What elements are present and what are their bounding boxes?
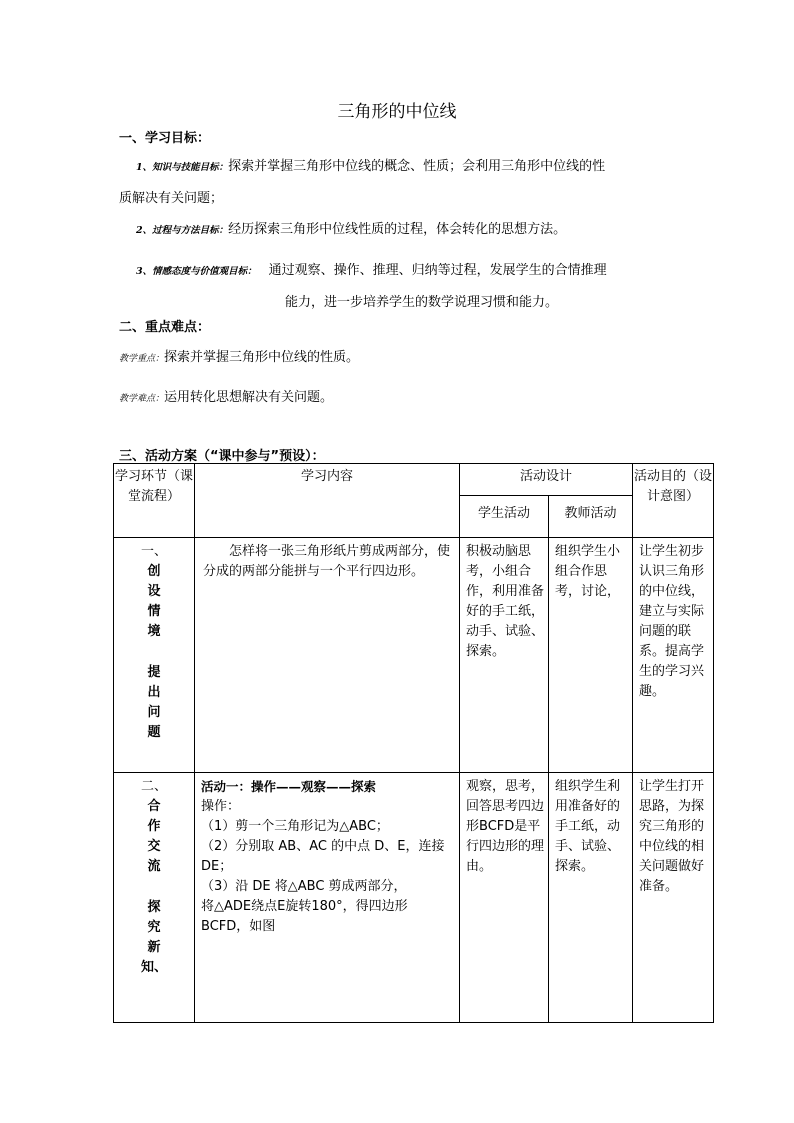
- activity-table: [113, 463, 714, 1023]
- teacher-activity-cell: 组织学生利用准备好的手工纸，动手、试验、探索。: [549, 773, 633, 1023]
- operation-step: （2）分别取 AB、AC 的中点 D、E，连接 DE；: [201, 839, 445, 874]
- stage-char: 交: [147, 839, 161, 854]
- operation-step-continued: 将△ADE绕点E旋转180°，得四边形BCFD，如图: [201, 899, 408, 934]
- table-header-row: [114, 464, 714, 496]
- key-point: [119, 346, 359, 365]
- stage-char: 情: [147, 604, 161, 619]
- stage-char: 究: [147, 920, 161, 935]
- goal-1-text: 探索并掌握三角形中位线的概念、性质；会利用三角形中位线的性: [228, 159, 606, 174]
- stage-char: 问: [147, 705, 161, 720]
- stage-char: 境: [147, 624, 161, 639]
- goal-1-label: 1、知识与技能目标：: [136, 162, 229, 173]
- stage-char: 知、: [140, 960, 167, 975]
- goal-3-label: 3、情感态度与价值观目标：: [136, 266, 257, 277]
- activity-title: 活动一：操作——观察——探索: [201, 779, 377, 794]
- operation-step: （3）沿 DE 将△ABC 剪成两部分，: [201, 879, 407, 894]
- header-content: 学习内容: [195, 464, 460, 538]
- goal-3-continued: 能力，进一步培养学生的数学说理习惯和能力。: [285, 295, 559, 310]
- content-cell: [195, 773, 460, 1023]
- operation-label: 操作：: [201, 799, 241, 814]
- page-title: 三角形的中位线: [337, 102, 457, 122]
- goal-3-text: 通过观察、操作、推理、归纳等过程，发展学生的合情推理: [268, 263, 607, 278]
- content-cell: 怎样将一张三角形纸片剪成两部分，使分成的两部分能拼与一个平行四边形。: [195, 538, 460, 773]
- stage-cell: [114, 538, 195, 773]
- header-teacher-activity: 教师活动: [549, 496, 633, 538]
- stage-char: 创: [147, 564, 161, 579]
- section-heading-key-points: 二、重点难点：: [119, 320, 211, 335]
- stage-char: 作: [147, 819, 161, 834]
- table-row: [114, 773, 714, 1023]
- header-activity-design: 活动设计: [460, 464, 633, 496]
- stage-char: 题: [147, 725, 161, 740]
- goal-2-label: 2、过程与方法目标：: [136, 225, 229, 236]
- goal-2: [136, 218, 566, 237]
- student-activity-cell: 积极动脑思考，小组合作，利用准备好的手工纸，动手、试验、探索。: [460, 538, 549, 773]
- stage-char: 出: [147, 685, 161, 700]
- purpose-cell: 让学生初步认识三角形的中位线，建立与实际问题的联系。提高学生的学习兴趣。: [633, 538, 714, 773]
- stage-char: 合: [147, 799, 161, 814]
- stage-char: 新: [147, 940, 161, 955]
- header-purpose: 活动目的（设计意图）: [633, 464, 714, 538]
- goal-1: [136, 155, 605, 174]
- goal-1-continued: 质解决有关问题；: [119, 191, 224, 206]
- goal-2-text: 经历探索三角形中位线性质的过程，体会转化的思想方法。: [228, 222, 567, 237]
- header-stage: 学习环节（课堂流程）: [114, 464, 195, 538]
- header-student-activity: 学生活动: [460, 496, 549, 538]
- teacher-activity-cell: 组织学生小组合作思考，讨论，: [549, 538, 633, 773]
- stage-char: 流: [147, 859, 161, 874]
- key-point-text: 探索并掌握三角形中位线的性质。: [164, 350, 360, 365]
- table-row: [114, 538, 714, 773]
- difficulty-text: 运用转化思想解决有关问题。: [164, 390, 334, 405]
- difficulty-label: 教学难点：: [119, 394, 165, 404]
- section-heading-goals: 一、学习目标：: [119, 131, 211, 146]
- stage-cell: [114, 773, 195, 1023]
- section-heading-activity-plan: 三、活动方案（“课中参与”预设）：: [119, 449, 325, 464]
- stage-char: 提: [147, 665, 161, 680]
- difficulty-point: [119, 386, 333, 405]
- operation-step: （1）剪一个三角形记为△ABC；: [201, 819, 389, 834]
- stage-number: 二、: [140, 779, 167, 794]
- goal-3: [136, 259, 607, 278]
- stage-char: 设: [147, 584, 161, 599]
- key-point-label: 教学重点：: [119, 354, 165, 364]
- purpose-cell: 让学生打开思路，为探究三角形的中位线的相关问题做好准备。: [633, 773, 714, 1023]
- stage-number: 一、: [140, 544, 167, 559]
- student-activity-cell: 观察，思考，回答思考四边形BCFD是平行四边形的理由。: [460, 773, 549, 1023]
- stage-char: 探: [147, 900, 161, 915]
